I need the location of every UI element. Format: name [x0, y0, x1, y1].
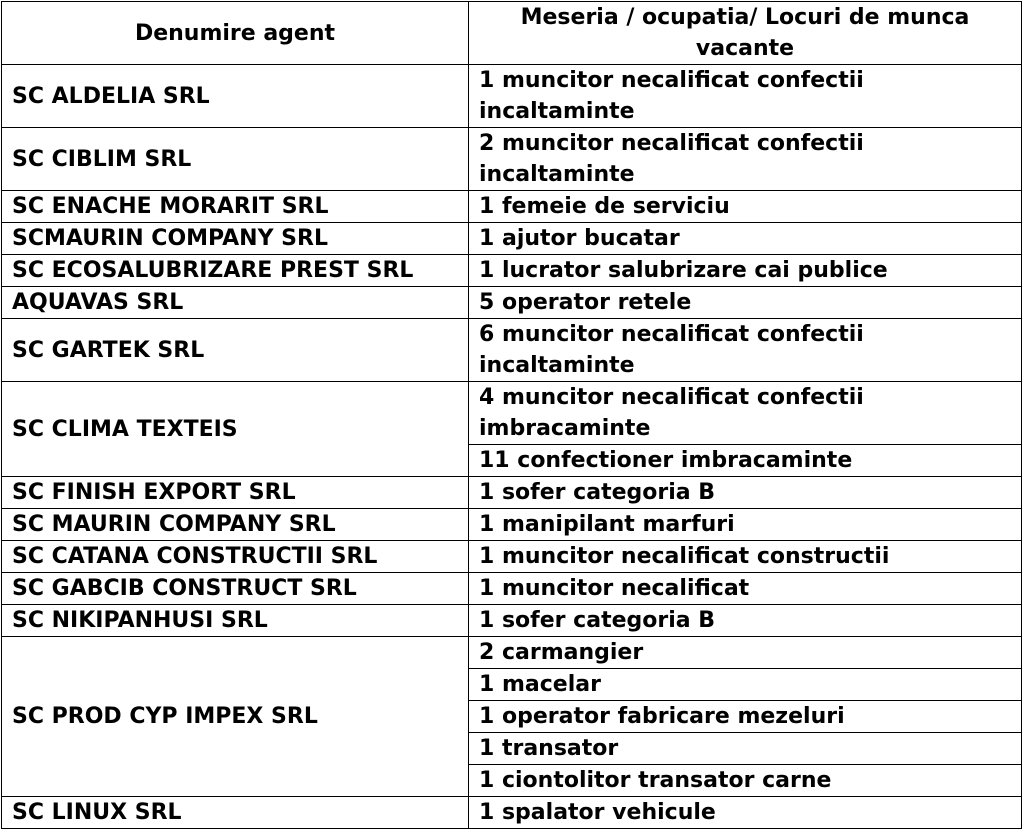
job-cell: 1 sofer categoria B [469, 477, 1022, 509]
header-row [2, 2, 1022, 65]
table-row [2, 605, 1022, 637]
agent-cell: SC GABCIB CONSTRUCT SRL [2, 573, 469, 605]
agent-cell: SC CLIMA TEXTEIS [2, 382, 469, 477]
job-cell: 1 sofer categoria B [469, 605, 1022, 637]
job-cell: 1 muncitor necalificat [469, 573, 1022, 605]
table-row [2, 637, 1022, 669]
job-cell: 1 lucrator salubrizare cai publice [469, 255, 1022, 287]
job-cell: 1 ciontolitor transator carne [469, 765, 1022, 797]
table-row [2, 287, 1022, 319]
agent-cell: SC FINISH EXPORT SRL [2, 477, 469, 509]
job-cell: 11 confectioner imbracaminte [469, 445, 1022, 477]
agent-cell: SC ENACHE MORARIT SRL [2, 191, 469, 223]
job-cell: 4 muncitor necalificat confectii imbracaminte [469, 382, 1022, 445]
job-cell: 1 transator [469, 733, 1022, 765]
job-cell: 1 spalator vehicule [469, 797, 1022, 829]
agent-cell: SC NIKIPANHUSI SRL [2, 605, 469, 637]
table-row [2, 255, 1022, 287]
table-row [2, 541, 1022, 573]
job-cell: 2 muncitor necalificat confectii incaltaminte [469, 128, 1022, 191]
job-cell: 1 muncitor necalificat confectii incaltaminte [469, 65, 1022, 128]
job-cell: 1 ajutor bucatar [469, 223, 1022, 255]
header-agent: Denumire agent [2, 2, 469, 65]
table-body [2, 65, 1022, 829]
job-cell: 6 muncitor necalificat confectii incaltaminte [469, 319, 1022, 382]
table-row [2, 509, 1022, 541]
agent-cell: AQUAVAS SRL [2, 287, 469, 319]
job-cell: 1 manipilant marfuri [469, 509, 1022, 541]
table-row [2, 319, 1022, 382]
agent-cell: SC MAURIN COMPANY SRL [2, 509, 469, 541]
job-cell: 5 operator retele [469, 287, 1022, 319]
job-cell: 1 femeie de serviciu [469, 191, 1022, 223]
agent-cell: SC ALDELIA SRL [2, 65, 469, 128]
agent-cell: SCMAURIN COMPANY SRL [2, 223, 469, 255]
table-row [2, 797, 1022, 829]
job-cell: 1 macelar [469, 669, 1022, 701]
agent-cell: SC ECOSALUBRIZARE PREST SRL [2, 255, 469, 287]
agent-cell: SC CIBLIM SRL [2, 128, 469, 191]
table-row [2, 477, 1022, 509]
agent-cell: SC GARTEK SRL [2, 319, 469, 382]
table-row [2, 128, 1022, 191]
job-cell: 2 carmangier [469, 637, 1022, 669]
table-row [2, 223, 1022, 255]
job-cell: 1 muncitor necalificat constructii [469, 541, 1022, 573]
job-vacancies-table [1, 1, 1022, 829]
table-row [2, 382, 1022, 445]
agent-cell: SC PROD CYP IMPEX SRL [2, 637, 469, 797]
job-cell: 1 operator fabricare mezeluri [469, 701, 1022, 733]
agent-cell: SC CATANA CONSTRUCTII SRL [2, 541, 469, 573]
table-row [2, 191, 1022, 223]
header-job: Meseria / ocupatia/ Locuri de munca vacante [469, 2, 1022, 65]
table-row [2, 573, 1022, 605]
table-row [2, 65, 1022, 128]
agent-cell: SC LINUX SRL [2, 797, 469, 829]
